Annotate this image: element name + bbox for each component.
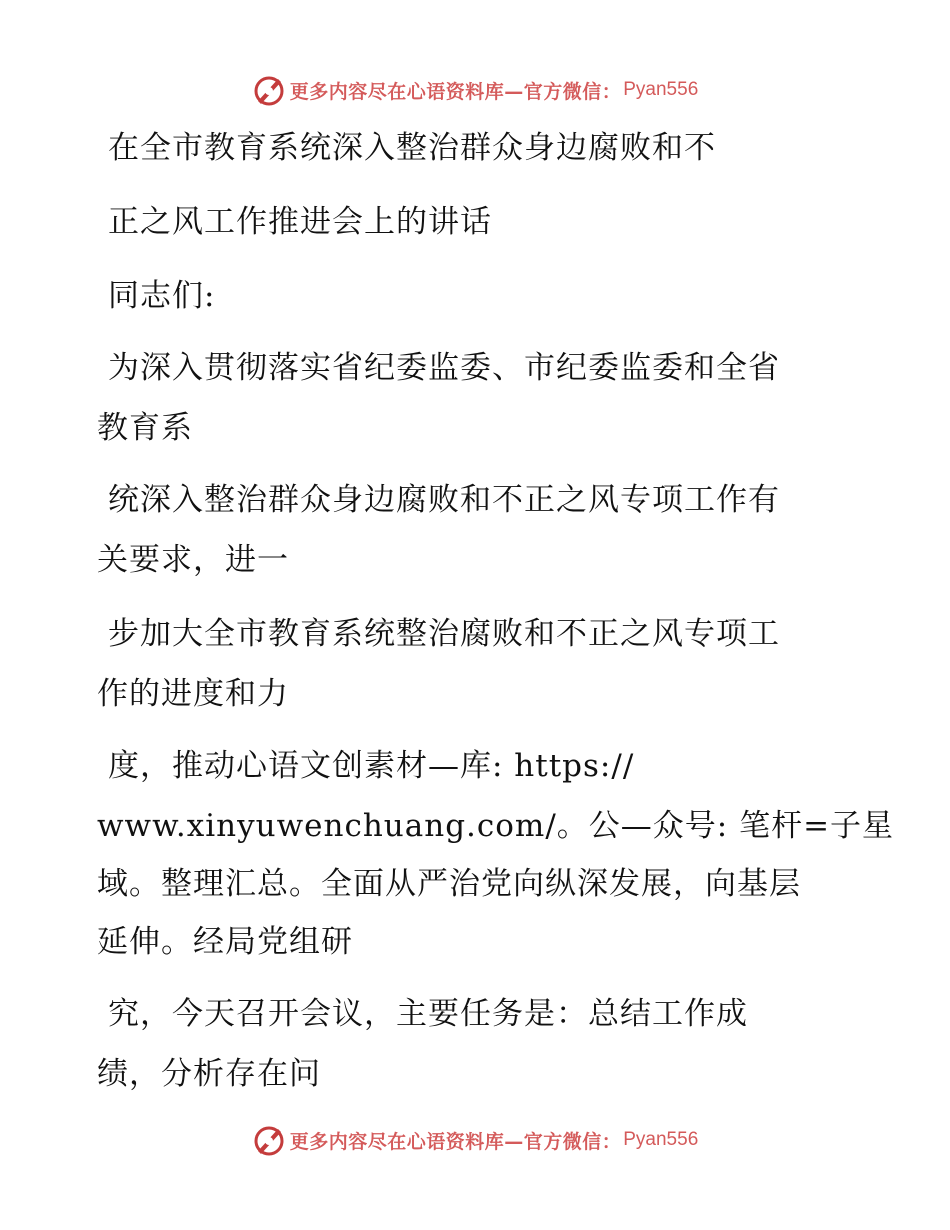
body-line: 绩，分析存在问 — [97, 1056, 321, 1092]
watermark-footer — [0, 1120, 950, 1160]
body-line: 作的进度和力 — [97, 676, 289, 712]
body-line: 延伸。经局党组研 — [97, 924, 353, 960]
body-line: 为深入贯彻落实省纪委监委、市纪委监委和全省 — [108, 350, 780, 386]
watermark-text: 更多内容尽在心语资料库—官方微信： — [289, 80, 622, 103]
body-line: 关要求，进一 — [97, 542, 289, 578]
body-line: 究，今天召开会议，主要任务是：总结工作成 — [108, 996, 748, 1032]
pen-logo-icon — [252, 1123, 286, 1157]
watermark-wechat-id: Pyan556 — [623, 79, 699, 100]
body-line: www.xinyuwenchuang.com/。公—众号: 笔杆=子星 — [97, 808, 895, 844]
body-line: 教育系 — [97, 410, 193, 446]
watermark-header — [0, 70, 950, 110]
pen-logo-icon — [252, 73, 286, 107]
title-line-1: 在全市教育系统深入整治群众身边腐败和不 — [108, 130, 716, 166]
body-line: 步加大全市教育系统整治腐败和不正之风专项工 — [108, 616, 780, 652]
salutation: 同志们: — [108, 278, 216, 314]
title-line-2: 正之风工作推进会上的讲话 — [108, 204, 492, 240]
body-line: 度，推动心语文创素材—库: https:// — [108, 748, 635, 784]
watermark-wechat-id: Pyan556 — [623, 1129, 699, 1150]
body-line: 域。整理汇总。全面从严治党向纵深发展，向基层 — [97, 866, 801, 902]
watermark-text: 更多内容尽在心语资料库—官方微信： — [289, 1130, 622, 1153]
body-line: 统深入整治群众身边腐败和不正之风专项工作有 — [108, 482, 780, 518]
